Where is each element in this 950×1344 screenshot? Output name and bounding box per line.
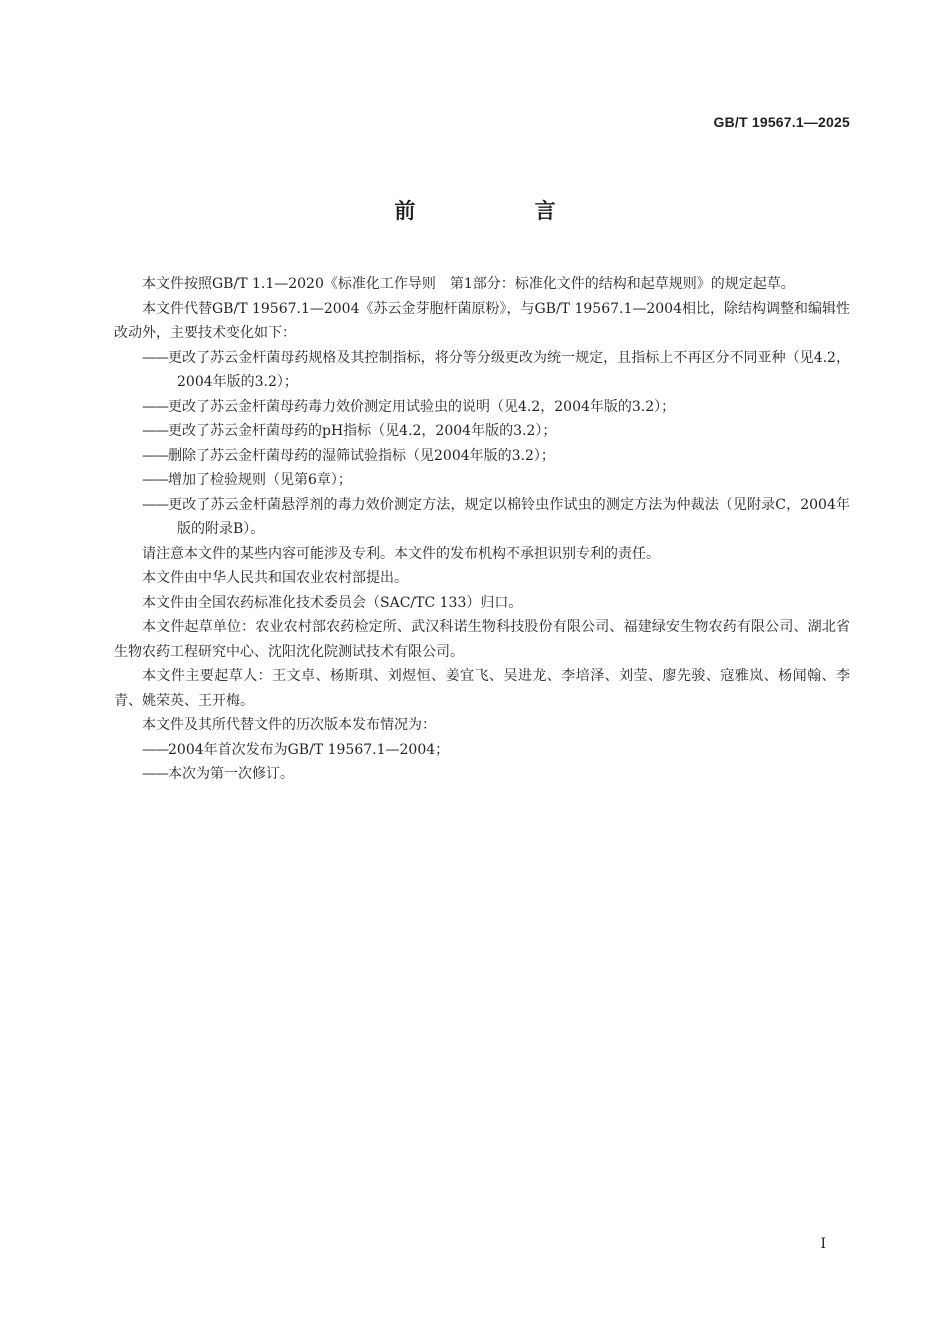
list-item-text: 本次为第一次修订。 xyxy=(168,766,294,782)
list-item-change xyxy=(114,444,850,469)
list-item-change xyxy=(114,468,850,493)
paragraph-history-intro: 本文件及其所代替文件的历次版本发布情况为： xyxy=(142,717,436,733)
list-item-change xyxy=(114,395,850,420)
list-item-change xyxy=(114,419,850,444)
standard-code: GB/T 19567.1—2025 xyxy=(713,114,850,130)
page-number: I xyxy=(820,1236,826,1252)
paragraph-proposer: 本文件由中华人民共和国农业农村部提出。 xyxy=(142,570,408,586)
paragraph-replacement: 本文件代替GB/T 19567.1—2004《苏云金芽胞杆菌原粉》，与GB/T 19567.1—2004相比，除结构调整和编辑性改动外，主要技术变化如下： xyxy=(114,300,850,341)
list-item-text: 增加了检验规则（见第6章）； xyxy=(168,472,352,488)
dash-marker: —— xyxy=(142,423,168,439)
paragraph-drafting-rules: 本文件按照GB/T 1.1—2020《标准化工作导则 第1部分：标准化文件的结构和起草规则》的规定起草。 xyxy=(142,276,795,292)
list-item-change xyxy=(114,346,850,395)
dash-marker: —— xyxy=(142,766,168,782)
paragraph-committee: 本文件由全国农药标准化技术委员会（SAC/TC 133）归口。 xyxy=(142,594,523,611)
dash-marker: —— xyxy=(142,398,168,415)
list-item-text: 删除了苏云金杆菌母药的湿筛试验指标（见2004年版的3.2）； xyxy=(168,447,555,464)
list-item-text: 更改了苏云金杆菌母药的pH指标（见4.2，2004年版的3.2）； xyxy=(168,423,557,439)
list-item-text: 更改了苏云金杆菌悬浮剂的毒力效价测定方法，规定以棉铃虫作试虫的测定方法为仲裁法（见附录C，2004年版的附录B）。 xyxy=(168,496,850,537)
list-item-text: 更改了苏云金杆菌母药毒力效价测定用试验虫的说明（见4.2，2004年版的3.2）； xyxy=(168,398,676,415)
paragraph-drafters: 本文件主要起草人：王文卓、杨斯琪、刘煜恒、姜宜飞、吴进龙、李培泽、刘莹、廖先骏、寇雅岚、杨闻翰、李青、姚荣英、王开梅。 xyxy=(114,668,850,709)
list-item-change xyxy=(114,493,850,542)
foreword-body xyxy=(114,272,850,787)
dash-marker: —— xyxy=(142,496,168,513)
paragraph-patent-notice: 请注意本文件的某些内容可能涉及专利。本文件的发布机构不承担识别专利的责任。 xyxy=(142,545,660,562)
dash-marker: —— xyxy=(142,741,168,758)
paragraph-drafting-units: 本文件起草单位：农业农村部农药检定所、武汉科诺生物科技股份有限公司、福建绿安生物农药有限公司、湖北省生物农药工程研究中心、沈阳沈化院测试技术有限公司。 xyxy=(114,619,850,660)
dash-marker: —— xyxy=(142,472,168,488)
list-item-history xyxy=(114,762,850,787)
page-title: 前 言 xyxy=(394,199,612,223)
dash-marker: —— xyxy=(142,349,168,366)
list-item-history xyxy=(114,738,850,763)
list-item-text: 更改了苏云金杆菌母药规格及其控制指标，将分等分级更改为统一规定，且指标上不再区分不同亚种（见4.2，2004年版的3.2）； xyxy=(168,349,850,390)
list-item-text: 2004年首次发布为GB/T 19567.1—2004； xyxy=(168,741,450,758)
dash-marker: —— xyxy=(142,447,168,464)
